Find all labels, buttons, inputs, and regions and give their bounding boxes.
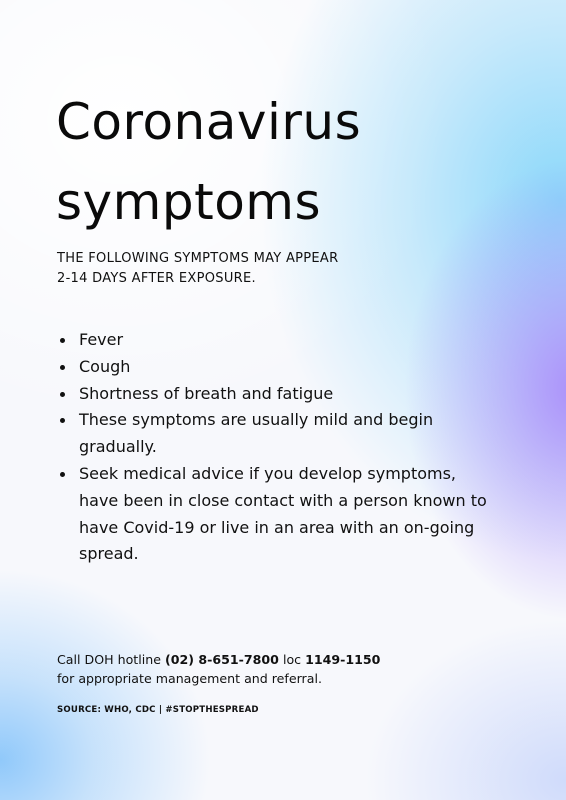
hotline-line-2: for appropriate management and referral. <box>57 671 322 686</box>
bullet-icon <box>60 418 65 423</box>
bullet-icon <box>60 472 65 477</box>
hotline-prefix: Call DOH hotline <box>57 652 165 667</box>
symptom-text: Cough <box>79 356 131 376</box>
bullet-icon <box>60 365 65 370</box>
hotline-info <box>57 650 497 688</box>
list-item <box>60 461 490 568</box>
hotline-loc-range: 1149-1150 <box>305 652 381 667</box>
list-item <box>60 381 490 408</box>
symptom-text: Shortness of breath and fatigue <box>79 383 334 403</box>
list-item <box>60 327 490 354</box>
bullet-icon <box>60 392 65 397</box>
hotline-loc-label: loc <box>278 652 306 667</box>
source-credit: SOURCE: WHO, CDC | #STOPTHESPREAD <box>57 705 259 715</box>
title-line-1: Coronavirus <box>56 93 362 151</box>
subtitle-line-1: THE FOLLOWING SYMPTOMS MAY APPEAR <box>57 251 339 266</box>
exposure-subtitle <box>57 249 417 289</box>
symptom-list <box>60 327 490 568</box>
hotline-number: (02) 8-651-7800 <box>164 652 279 667</box>
poster-title <box>56 82 361 242</box>
subtitle-line-2: 2-14 DAYS AFTER EXPOSURE. <box>57 271 256 286</box>
hotline-line-1 <box>57 650 497 669</box>
symptom-text: Seek medical advice if you develop symptoms, have been in close contact with a person known to have Covid-19 or live in an area with an on-going spread. <box>79 463 487 564</box>
list-item <box>60 354 490 381</box>
list-item <box>60 407 490 461</box>
title-line-2: symptoms <box>56 173 322 231</box>
symptom-text: Fever <box>79 330 124 349</box>
symptom-text: These symptoms are usually mild and begin gradually. <box>79 410 434 457</box>
bullet-icon <box>60 338 65 343</box>
